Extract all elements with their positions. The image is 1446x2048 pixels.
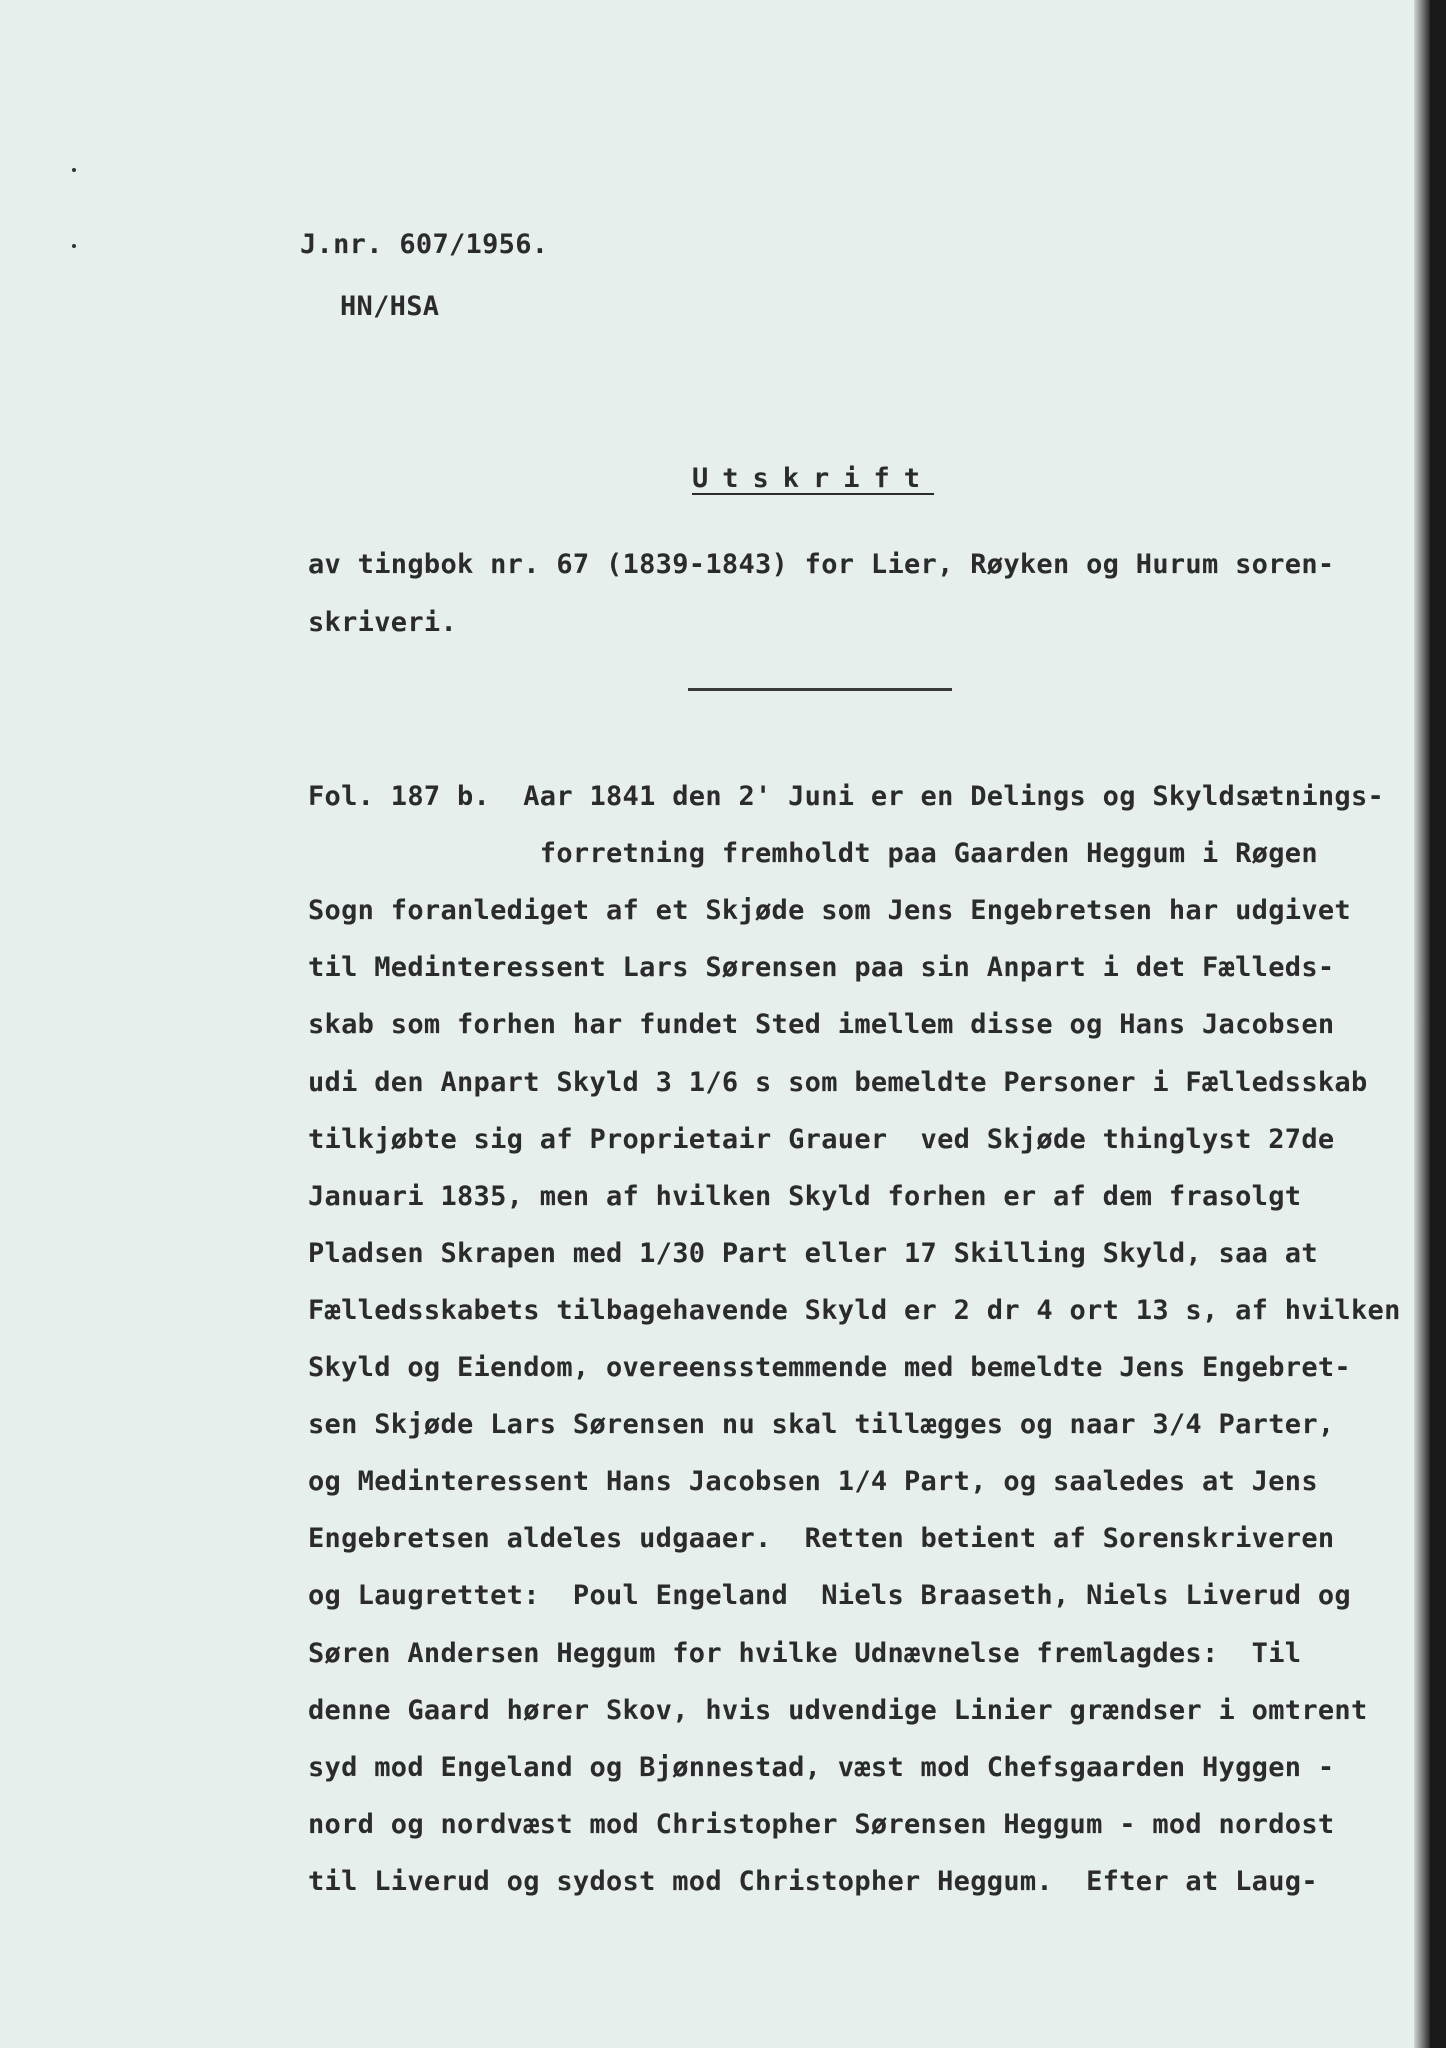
body-line: Pladsen Skrapen med 1/30 Part eller 17 Skilling Skyld, saa at [308, 1237, 1318, 1269]
body-line: skab som forhen har fundet Sted imellem disse og Hans Jacobsen [308, 1009, 1335, 1041]
body-line: Januari 1835, men af hvilken Skyld forhen er af dem frasolgt [308, 1180, 1302, 1212]
body-line: tilkjøbte sig af Proprietair Grauer ved Skjøde thinglyst 27de [308, 1123, 1335, 1155]
body-line: syd mod Engeland og Bjønnestad, væst mod Chefsgaarden Hyggen - [308, 1751, 1335, 1783]
body-line: sen Skjøde Lars Sørensen nu skal tillægges og naar 3/4 Parter, [308, 1409, 1335, 1441]
body-line: denne Gaard hører Skov, hvis udvendige Linier grændser i omtrent [308, 1694, 1368, 1726]
body-line: forretning fremholdt paa Gaarden Heggum i Røgen [308, 838, 1318, 870]
margin-mark [72, 168, 76, 172]
body-line: udi den Anpart Skyld 3 1/6 s som bemeldte Personer i Fælledsskab [308, 1066, 1368, 1098]
divider [688, 688, 952, 691]
body-line: Fol. 187 b. Aar 1841 den 2' Juni er en Delings og Skyldsætnings- [308, 781, 1385, 812]
body-line: og Laugrettet: Poul Engeland Niels Braaseth, Niels Liverud og [308, 1580, 1351, 1612]
reference-number: J.nr. 607/1956. [300, 229, 549, 260]
body-line: Fælledsskabets tilbagehavende Skyld er 2 dr 4 ort 13 s, af hvilken [308, 1294, 1401, 1326]
initials: HN/HSA [340, 291, 440, 322]
margin-mark [72, 244, 76, 248]
page-edge [1414, 0, 1430, 2048]
subtitle-line: skriveri. [308, 607, 457, 638]
body-line: til Medinteressent Lars Sørensen paa sin Anpart i det Fælleds- [308, 952, 1335, 984]
body-line: Søren Andersen Heggum for hvilke Udnævnelse fremlagdes: Til [308, 1637, 1302, 1669]
body-line: til Liverud og sydost mod Christopher Heggum. Efter at Laug- [308, 1865, 1318, 1897]
body-line: nord og nordvæst mod Christopher Sørensen Heggum - mod nordost [308, 1808, 1335, 1840]
document-title: Utskrift [692, 463, 935, 494]
subtitle-line: av tingbok nr. 67 (1839-1843) for Lier, Røyken og Hurum soren- [308, 549, 1335, 580]
body-line: Sogn foranlediget af et Skjøde som Jens Engebretsen har udgivet [308, 895, 1351, 927]
body-line: Skyld og Eiendom, overeensstemmende med bemeldte Jens Engebret- [308, 1352, 1351, 1383]
body-line: og Medinteressent Hans Jacobsen 1/4 Part, og saaledes at Jens [308, 1466, 1318, 1498]
body-line: Engebretsen aldeles udgaaer. Retten betient af Sorenskriveren [308, 1523, 1335, 1555]
